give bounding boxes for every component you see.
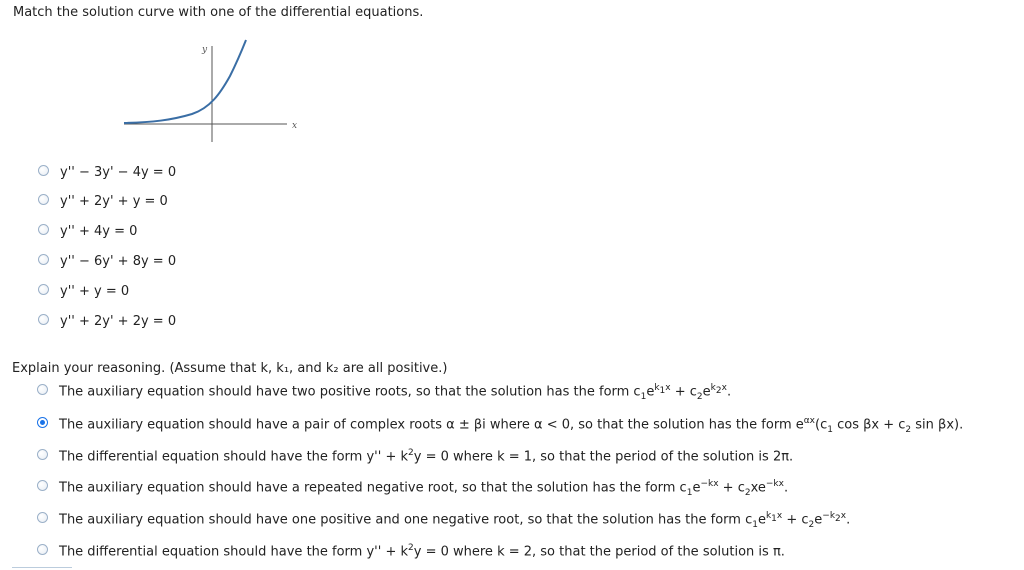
x-axis-label: x <box>292 121 298 131</box>
solution-curve <box>124 40 246 123</box>
explain-radio-3[interactable] <box>37 449 48 460</box>
explain-option-2: The auxiliary equation should have a pair of complex roots α ± βi where α < 0, so that the solution has the form $e^{\alpha x}(c_1$ $\cos \beta x + c_2$ sin βx). <box>59 416 964 435</box>
explain-radio-2[interactable] <box>37 417 48 428</box>
equation-radio-6[interactable] <box>38 314 49 325</box>
explain-option-5: The auxiliary equation should have one positive and one negative root, so that the solution has the form $c_1e^{k_1x} + c_2e^{-k_2x}$. <box>59 511 851 530</box>
equation-3: y'' + 4y = 0 <box>60 224 138 239</box>
explain-option-6: The differential equation should have the form $y'' + k^2y = 0$ where k = 2, so that the period of the solution is π. <box>59 543 785 560</box>
equation-4: y'' − 6y' + 8y = 0 <box>60 254 177 269</box>
explain-option-4: The auxiliary equation should have a repeated negative root, so that the solution has the form $c_1e^{-kx} + c_2xe^{-kx}$. <box>59 479 789 498</box>
explain-option-3: The differential equation should have the form $y'' + k^2y = 0$ where k = 1, so that the period of the solution is 2π. <box>59 448 794 465</box>
explain-radio-6[interactable] <box>37 544 48 555</box>
y-axis-label: y <box>202 45 208 55</box>
divider <box>12 567 72 568</box>
explain-radio-1[interactable] <box>37 384 48 395</box>
explain-title: Explain your reasoning. (Assume that k, k₁, and k₂ are all positive.) <box>12 361 448 376</box>
solution-curve-graph <box>112 34 312 144</box>
equation-6: y'' + 2y' + 2y = 0 <box>60 314 177 329</box>
equation-radio-3[interactable] <box>38 224 49 235</box>
equation-radio-1[interactable] <box>38 165 49 176</box>
equation-radio-5[interactable] <box>38 284 49 295</box>
equation-5: y'' + y = 0 <box>60 284 130 299</box>
equation-radio-2[interactable] <box>38 194 49 205</box>
explain-option-1: The auxiliary equation should have two positive roots, so that the solution has the form $c_1e^{k_1x} + c_2e^{k_2x}$. <box>59 383 732 402</box>
explain-radio-4[interactable] <box>37 480 48 491</box>
equation-2: y'' + 2y' + y = 0 <box>60 194 168 209</box>
equation-radio-4[interactable] <box>38 254 49 265</box>
equation-1: y'' − 3y' − 4y = 0 <box>60 165 177 180</box>
question-title: Match the solution curve with one of the differential equations. <box>13 5 424 20</box>
explain-radio-5[interactable] <box>37 512 48 523</box>
